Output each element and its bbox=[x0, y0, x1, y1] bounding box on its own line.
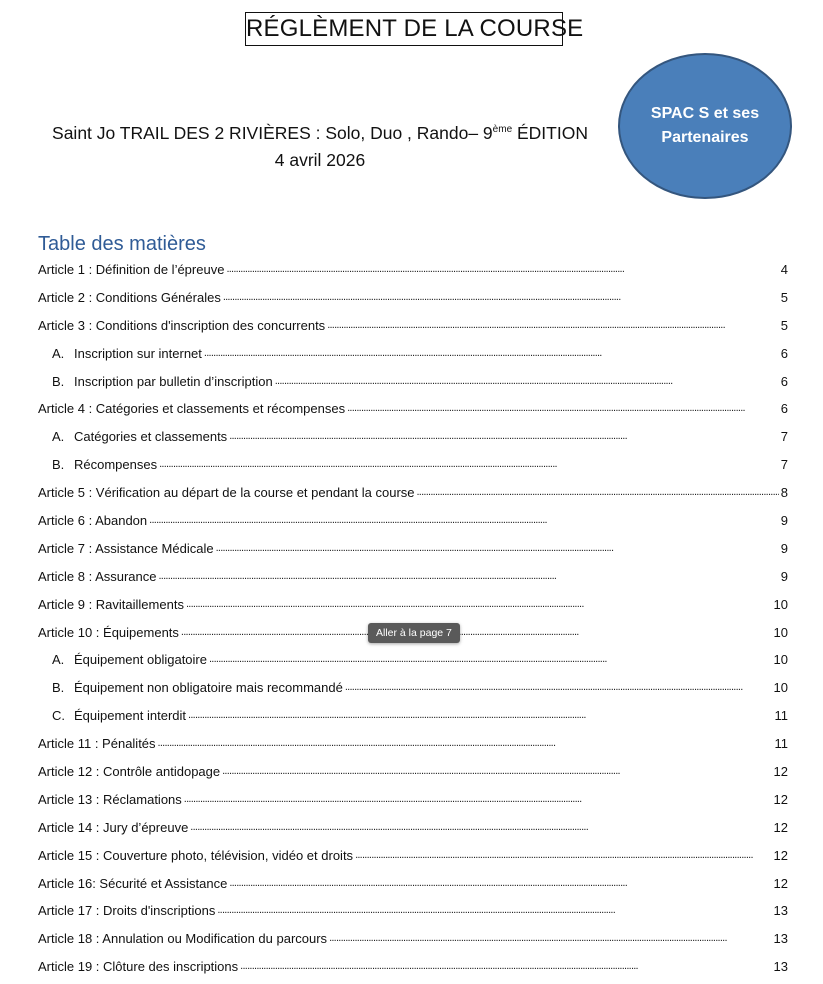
toc-entry[interactable] bbox=[38, 758, 788, 786]
toc-entry-marker: C. bbox=[52, 708, 65, 724]
toc-dot-leader bbox=[217, 901, 771, 915]
toc-dot-leader bbox=[186, 595, 772, 609]
event-date: 4 avril 2026 bbox=[274, 150, 366, 170]
toc-entry-page-number[interactable]: 9 bbox=[780, 568, 788, 584]
toc-entry-marker: B. bbox=[52, 373, 65, 389]
toc-dot-leader bbox=[188, 706, 772, 720]
toc-entry-page-number[interactable]: 12 bbox=[773, 847, 788, 863]
toc-entry[interactable] bbox=[38, 953, 788, 981]
toc-entry-page-number[interactable]: 6 bbox=[780, 345, 788, 361]
toc-entry[interactable] bbox=[38, 423, 788, 451]
toc-entry-link[interactable]: Article 13 : Réclamations bbox=[38, 791, 182, 807]
toc-dot-leader bbox=[222, 762, 771, 776]
edition-label: ÉDITION bbox=[512, 123, 588, 143]
toc-entry[interactable] bbox=[38, 563, 788, 591]
toc-dot-leader bbox=[204, 344, 779, 358]
toc-dot-leader bbox=[329, 929, 771, 943]
event-name: Saint Jo TRAIL DES 2 RIVIÈRES : Solo, Duo , Rando– 9 bbox=[52, 123, 493, 143]
toc-entry-link[interactable]: Article 3 : Conditions d'inscription des concurrents bbox=[38, 317, 326, 333]
toc-entry-page-number[interactable]: 6 bbox=[780, 373, 788, 389]
toc-entry[interactable] bbox=[38, 870, 788, 898]
toc-dot-leader bbox=[223, 288, 779, 302]
toc-list bbox=[38, 256, 788, 981]
toc-entry-link[interactable]: Article 8 : Assurance bbox=[38, 568, 157, 584]
toc-entry-page-number[interactable]: 10 bbox=[773, 652, 788, 668]
toc-entry-link[interactable]: Article 15 : Couverture photo, télévision, vidéo et droits bbox=[38, 847, 354, 863]
toc-entry-marker: A. bbox=[52, 429, 65, 445]
toc-entry[interactable] bbox=[38, 730, 788, 758]
toc-entry[interactable] bbox=[38, 395, 788, 423]
toc-entry[interactable] bbox=[38, 535, 788, 563]
toc-entry-link[interactable]: Équipement interdit bbox=[74, 708, 187, 724]
toc-entry-link[interactable]: Article 16: Sécurité et Assistance bbox=[38, 875, 228, 891]
toc-entry-page-number[interactable]: 8 bbox=[780, 485, 788, 501]
toc-entry[interactable] bbox=[38, 674, 788, 702]
toc-dot-leader bbox=[181, 623, 772, 637]
toc-entry-link[interactable]: Article 9 : Ravitaillements bbox=[38, 596, 184, 612]
toc-dot-leader bbox=[159, 567, 779, 581]
toc-entry-marker: A. bbox=[52, 652, 65, 668]
toc-dot-leader bbox=[190, 818, 771, 832]
toc-entry-marker: A. bbox=[52, 345, 65, 361]
toc-dot-leader bbox=[209, 650, 772, 664]
toc-dot-leader bbox=[226, 260, 778, 274]
partners-badge bbox=[618, 53, 792, 199]
toc-entry-link[interactable]: Inscription par bulletin d’inscription bbox=[74, 373, 273, 389]
toc-entry-link[interactable]: Article 10 : Équipements bbox=[38, 624, 179, 640]
toc-entry-link[interactable]: Article 4 : Catégories et classements et récompenses bbox=[38, 401, 346, 417]
toc-entry-page-number[interactable]: 12 bbox=[773, 791, 788, 807]
toc-entry[interactable] bbox=[38, 479, 788, 507]
toc-entry[interactable] bbox=[38, 368, 788, 396]
toc-entry-marker: B. bbox=[52, 680, 65, 696]
toc-dot-leader bbox=[345, 678, 772, 692]
event-subtitle bbox=[30, 120, 610, 174]
toc-entry-link[interactable]: Article 2 : Conditions Générales bbox=[38, 289, 221, 305]
toc-entry[interactable] bbox=[38, 312, 788, 340]
toc-dot-leader bbox=[240, 957, 771, 971]
event-name-line bbox=[30, 120, 610, 147]
toc-dot-leader bbox=[229, 427, 779, 441]
toc-dot-leader bbox=[327, 316, 779, 330]
toc-entry-page-number[interactable]: 10 bbox=[773, 624, 788, 640]
toc-dot-leader bbox=[347, 399, 779, 413]
toc-entry-link[interactable]: Inscription sur internet bbox=[74, 345, 202, 361]
toc-entry-link[interactable]: Article 6 : Abandon bbox=[38, 513, 148, 529]
toc-entry-page-number[interactable]: 4 bbox=[780, 262, 788, 277]
toc-entry[interactable] bbox=[38, 786, 788, 814]
toc-entry[interactable] bbox=[38, 591, 788, 619]
toc-dot-leader bbox=[275, 372, 779, 386]
toc-entry-link[interactable]: Article 11 : Pénalités bbox=[38, 736, 156, 752]
toc-dot-leader bbox=[216, 539, 779, 553]
toc-entry[interactable] bbox=[38, 340, 788, 368]
toc-entry-page-number[interactable]: 5 bbox=[780, 289, 788, 305]
toc-entry-marker: B. bbox=[52, 457, 65, 473]
toc-heading: Table des matières bbox=[38, 233, 206, 255]
toc-dot-leader bbox=[417, 483, 779, 497]
toc-entry[interactable] bbox=[38, 842, 788, 870]
toc-entry-link[interactable]: Récompenses bbox=[74, 457, 158, 473]
toc-entry[interactable] bbox=[38, 897, 788, 925]
toc-entry[interactable] bbox=[38, 256, 788, 284]
toc-entry-page-number[interactable]: 6 bbox=[780, 401, 788, 417]
toc-entry-page-number[interactable]: 9 bbox=[780, 513, 788, 529]
toc-entry[interactable] bbox=[38, 702, 788, 730]
toc-dot-leader bbox=[159, 455, 779, 469]
toc-entry-link[interactable]: Équipement obligatoire bbox=[74, 652, 207, 668]
toc-entry-page-number[interactable]: 7 bbox=[780, 457, 788, 473]
toc-entry-link[interactable]: Article 7 : Assistance Médicale bbox=[38, 540, 214, 556]
toc-entry-page-number[interactable]: 13 bbox=[773, 959, 788, 975]
go-to-page-tooltip: Aller à la page 7 bbox=[368, 623, 460, 643]
toc-entry[interactable] bbox=[38, 814, 788, 842]
toc-entry-page-number[interactable]: 11 bbox=[774, 708, 788, 724]
toc-entry-link[interactable]: Article 1 : Définition de l’épreuve bbox=[38, 262, 225, 277]
toc-entry-page-number[interactable]: 13 bbox=[773, 931, 788, 947]
toc-entry-link[interactable]: Article 18 : Annulation ou Modification du parcours bbox=[38, 931, 328, 947]
toc-entry[interactable] bbox=[38, 507, 788, 535]
toc-entry-link[interactable]: Article 12 : Contrôle antidopage bbox=[38, 764, 221, 780]
toc-entry-page-number[interactable]: 11 bbox=[774, 736, 788, 752]
edition-superscript: ème bbox=[492, 124, 513, 135]
toc-entry-link[interactable]: Catégories et classements bbox=[74, 429, 228, 445]
toc-entry-link[interactable]: Équipement non obligatoire mais recommandé bbox=[74, 680, 343, 696]
toc-entry[interactable] bbox=[38, 284, 788, 312]
toc-dot-leader bbox=[184, 790, 772, 804]
toc-dot-leader bbox=[229, 874, 771, 888]
toc-entry-link[interactable]: Article 19 : Clôture des inscriptions bbox=[38, 959, 239, 975]
toc-dot-leader bbox=[158, 734, 773, 748]
toc-entry[interactable] bbox=[38, 646, 788, 674]
toc-entry-page-number[interactable]: 7 bbox=[780, 429, 788, 445]
toc-entry-page-number[interactable]: 13 bbox=[773, 903, 788, 919]
page-title: RÉGLÈMENT DE LA COURSE bbox=[245, 12, 563, 46]
toc-entry-page-number[interactable]: 12 bbox=[773, 875, 788, 891]
toc-entry-link[interactable]: Article 17 : Droits d'inscriptions bbox=[38, 903, 216, 919]
toc-entry[interactable] bbox=[38, 451, 788, 479]
toc-entry-page-number[interactable]: 12 bbox=[773, 819, 788, 835]
partners-badge-text: SPAC S et ses Partenaires bbox=[650, 105, 760, 146]
toc-entry-link[interactable]: Article 5 : Vérification au départ de la course et pendant la course bbox=[38, 485, 415, 501]
toc-entry-link[interactable]: Article 14 : Jury d’épreuve bbox=[38, 819, 189, 835]
toc-entry-page-number[interactable]: 10 bbox=[773, 596, 788, 612]
toc-entry-page-number[interactable]: 10 bbox=[773, 680, 788, 696]
toc-entry-page-number[interactable]: 5 bbox=[780, 317, 788, 333]
toc-dot-leader bbox=[149, 511, 779, 525]
toc-entry[interactable] bbox=[38, 925, 788, 953]
toc-entry-page-number[interactable]: 9 bbox=[780, 540, 788, 556]
toc-dot-leader bbox=[355, 846, 771, 860]
toc-entry-page-number[interactable]: 12 bbox=[773, 764, 788, 780]
